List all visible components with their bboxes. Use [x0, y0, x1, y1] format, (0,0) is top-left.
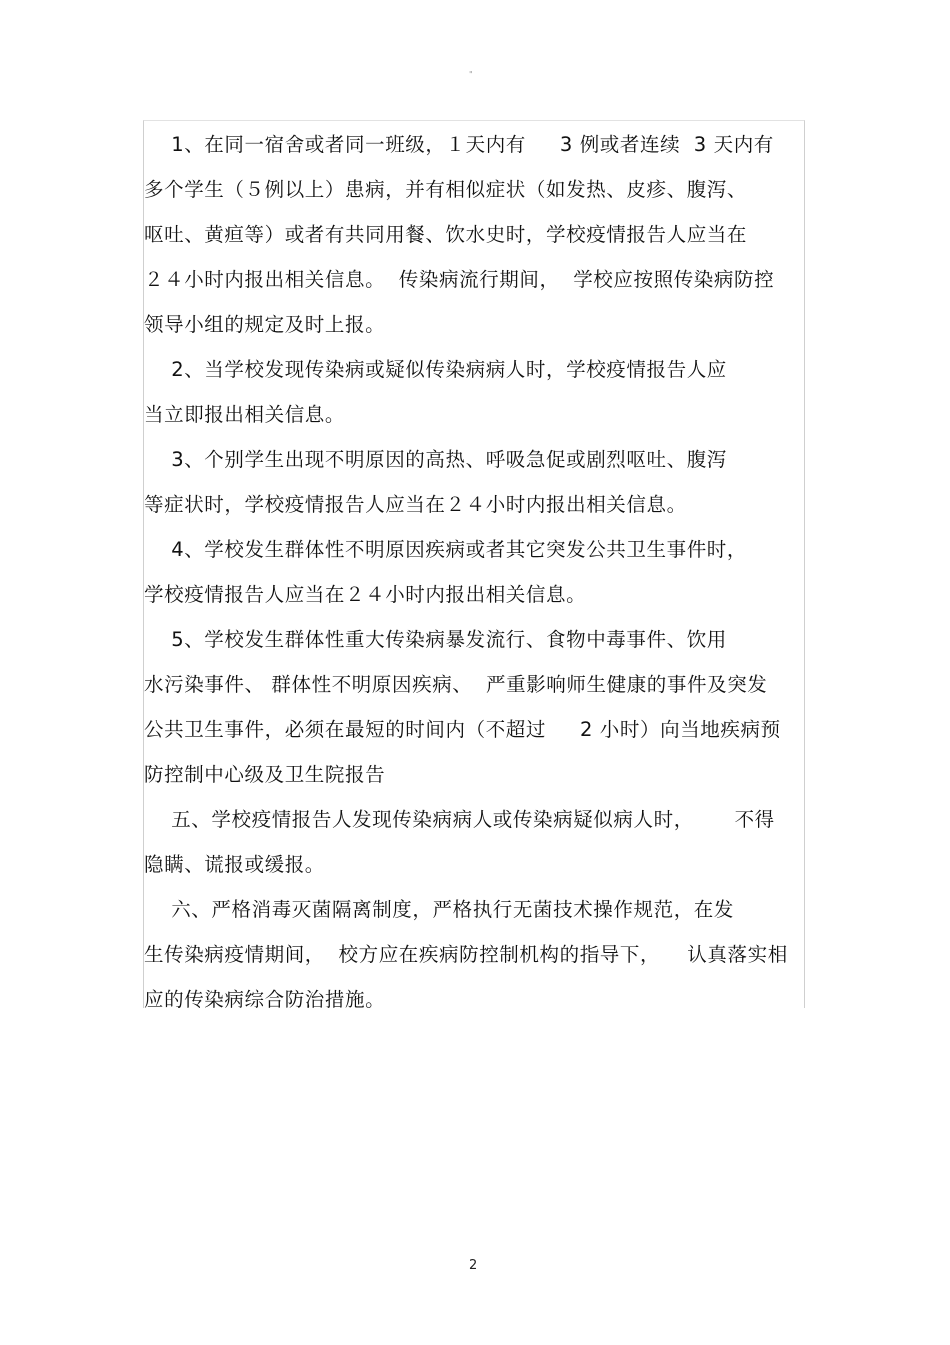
body-line: 等症状时，学校疫情报告人应当在２４小时内报出相关信息。: [144, 493, 687, 516]
body-line: 3、个别学生出现不明原因的高热、呼吸急促或剧烈呕吐、腹泻: [144, 448, 727, 471]
body-line: 当立即报出相关信息。: [144, 403, 346, 426]
body-line: 隐瞒、谎报或缓报。: [144, 853, 325, 876]
body-line: 五、学校疫情报告人发现传染病病人或传染病疑似病人时， 不得: [144, 808, 775, 831]
body-line: 公共卫生事件，必须在最短的时间内（不超过 2 小时）向当地疾病预: [144, 718, 781, 741]
body-line: 多个学生（５例以上）患病，并有相似症状（如发热、皮疹、腹泻、: [144, 178, 748, 201]
body-line: 呕吐、黄疸等）或者有共同用餐、饮水史时，学校疫情报告人应当在: [144, 223, 748, 246]
page-number: 2: [469, 1258, 478, 1273]
body-line: 应的传染病综合防治措施。: [144, 988, 386, 1011]
body-line: ２４小时内报出相关信息。 传染病流行期间， 学校应按照传染病防控: [144, 268, 775, 291]
body-line: 学校疫情报告人应当在２４小时内报出相关信息。: [144, 583, 587, 606]
body-line: 4、学校发生群体性不明原因疾病或者其它突发公共卫生事件时，: [144, 538, 748, 561]
document-body: [143, 120, 805, 1011]
header-mark: ": [469, 70, 473, 79]
body-line: 1、在同一宿舍或者同一班级，１天内有 3 例或者连续 3 天内有: [144, 133, 774, 156]
body-line: 5、学校发生群体性重大传染病暴发流行、食物中毒事件、饮用: [144, 628, 727, 651]
body-line: 领导小组的规定及时上报。: [144, 313, 386, 336]
body-line: 生传染病疫情期间， 校方应在疾病防控制机构的指导下， 认真落实相: [144, 943, 788, 966]
body-line: 六、严格消毒灭菌隔离制度，严格执行无菌技术操作规范，在发: [144, 898, 734, 921]
body-line: 水污染事件、 群体性不明原因疾病、 严重影响师生健康的事件及突发: [144, 673, 768, 696]
body-line: 防控制中心级及卫生院报告: [144, 763, 386, 786]
body-line: 2、当学校发现传染病或疑似传染病病人时，学校疫情报告人应: [144, 358, 727, 381]
